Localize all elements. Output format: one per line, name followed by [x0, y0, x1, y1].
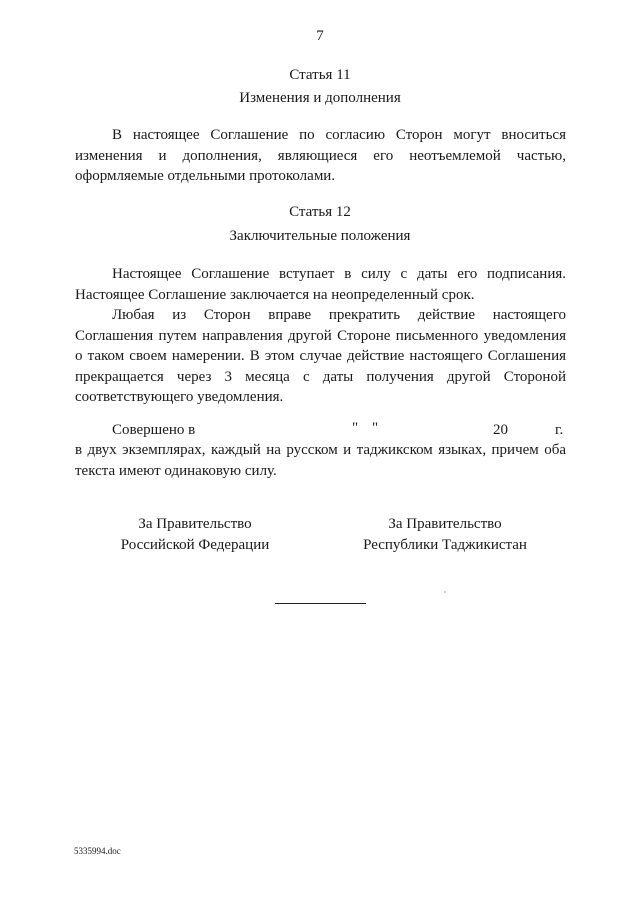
signature-line: За Правительство [388, 516, 502, 532]
article-11-heading: Статья 11 [289, 67, 351, 83]
text-line: Любая из Сторон вправе прекратить действие настоящего [112, 307, 566, 323]
text-line: Настоящее Соглашение заключается на неопределенный срок. [75, 286, 475, 303]
text-line: прекращается через 3 месяца с даты получения другой Стороной [75, 368, 566, 385]
date-quote-open: " [352, 420, 359, 436]
text-line: о таком своем намерении. В этом случае действие настоящего Соглашения [75, 348, 566, 364]
signature-line: За Правительство [138, 516, 252, 532]
page-number: 7 [316, 28, 324, 44]
article-12-title: Заключительные положения [229, 228, 411, 244]
signature-line: Республики Таджикистан [363, 537, 527, 553]
signature-line: Российской Федерации [120, 537, 270, 553]
article-11-title: Изменения и дополнения [239, 90, 401, 106]
article-12-heading: Статья 12 [289, 204, 351, 220]
year-suffix: г. [555, 422, 564, 438]
footer-filename: 5335994.doc [74, 846, 121, 856]
text-line: В настоящее Соглашение по согласию Сторон могут вноситься [112, 127, 566, 143]
signature-block-russia [95, 514, 295, 556]
text-line: в двух экземплярах, каждый на русском и таджикском языках, причем оба [75, 442, 566, 458]
text-line: Настоящее Соглашение вступает в силу с даты его подписания. [112, 266, 566, 282]
closing-rule [275, 603, 366, 604]
date-quote-close: " [372, 420, 379, 436]
scan-speck [444, 591, 446, 593]
done-prefix: Совершено в [112, 422, 196, 438]
year-prefix: 20 [493, 422, 508, 438]
article-12-paragraph-2 [75, 305, 566, 408]
text-line: оформляемые отдельными протоколами. [75, 168, 336, 184]
article-11-paragraph [75, 125, 566, 187]
text-line: Соглашения путем направления другой Стороне письменного уведомления [75, 327, 566, 344]
article-12-paragraph-1 [75, 264, 566, 305]
done-paragraph [75, 440, 566, 481]
text-line: текста имеют одинаковую силу. [75, 462, 277, 479]
signature-block-tajikistan [345, 514, 545, 556]
text-line: соответствующего уведомления. [75, 389, 284, 405]
text-line: изменения и дополнения, являющиеся его неотъемлемой частью, [75, 147, 566, 164]
